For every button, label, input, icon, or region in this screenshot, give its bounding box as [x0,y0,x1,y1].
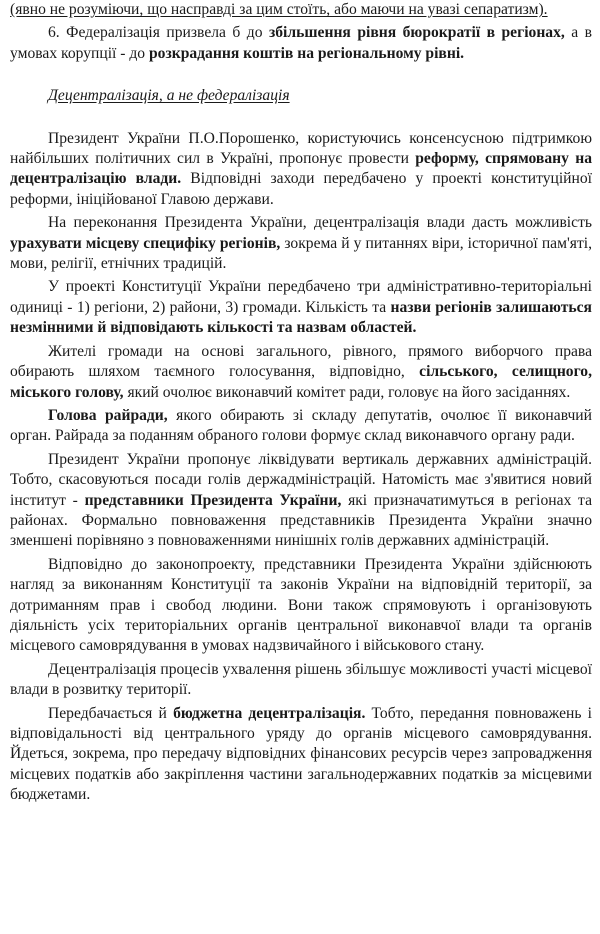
paragraph-text: якого обирають зі складу депутатів, очолює її виконавчий орган. Райрада за поданням обраного голови формує склад виконавчого органу ради. [10,406,592,445]
paragraph-text: Відповідно до законопроекту, представники Президента України здійснюють нагляд за виконанням Конституції та законів України на відповідній території, за дотриманням прав і свобод людини. Вони також спрямовують і організовують діяльність усіх територіальних органів центральної виконавчої влади та органів місцевого самоврядування в умовах надзвичайного і військового стану. [10,555,592,655]
paragraph-budget-decentralization [10,704,592,806]
paragraph-community-elections [10,342,592,403]
bold-phrase: Голова райради, [48,406,168,424]
paragraph-text: Децентралізація процесів ухвалення рішень збільшує можливості участі місцевої влади в розвитку території. [10,660,592,699]
bold-phrase: бюджетна децентралізація. [173,704,366,722]
bold-phrase: урахувати місцеву специфіку регіонів, [10,234,281,252]
bold-phrase: назви регіонів залишаються незмінними й відповідають кількості та назвам областей. [10,298,592,337]
paragraph-text: 6. Федералізація призвела б до [48,24,269,42]
bold-phrase: представники Президента України, [84,491,342,509]
paragraph-text: які призначатимуться в регіонах та районах. Формально повноваження представників Президента України значно зменшені порівняно з повноваженнями нинішніх голів державних адміністрацій. [10,491,592,550]
paragraph-continuation [10,0,592,20]
paragraph-text: На переконання Президента України, децентралізація влади дасть можливість [48,214,592,232]
paragraph-text: Тобто, передання повноважень і відповідальності від центрального уряду до органів місцевого самоврядування. Йдеться, зокрема, про передачу відповідних фінансових ресурсів через запровадження місцевих податків або закріплення частини загальнодержавних податків за місцевими бюджетами. [10,704,592,804]
paragraph-text: Президент України П.О.Порошенко, користуючись консенсусною підтримкою найбільших політичних сил в Україні, пропонує провести [10,129,592,168]
bold-phrase: реформу, спрямовану на децентралізацію влади. [10,150,592,188]
bold-phrase: збільшення рівня бюрократії в регіонах, [268,24,565,42]
paragraph-text: У проекті Конституції України передбачено три адміністративно-територіальні одиниці - 1) регіони, 2) райони, 3) громади. Кількість та [10,278,592,316]
paragraph-regional-specifics [10,213,592,274]
paragraph-federalization-point-6 [10,23,592,64]
document-page [10,0,592,806]
paragraph-text: Президент України пропонує ліквідувати вертикаль державних адміністрацій. Тобто, скасовуються посади голів держадміністрацій. Натомість має з'явитися новий інститут - [10,450,592,509]
paragraph-district-council-head [10,406,592,447]
paragraph-text: який очолює виконавчий комітет ради, головує на його засіданнях. [123,383,571,401]
paragraph-administrative-units [10,277,592,338]
bold-phrase: розкрадання коштів на регіональному рівні. [148,44,465,62]
paragraph-text: зокрема й у питаннях віри, історичної пам'яті, мови, релігії, етнічних традицій. [10,234,592,273]
paragraph-text: Жителі громади на основі загального, рівного, прямого виборчого права обирають шляхом таємного голосування, відповідно, [10,342,592,381]
paragraph-president-representatives [10,450,592,552]
paragraph-text: а в умовах корупції - до [10,24,592,62]
paragraph-representatives-duties [10,555,592,657]
paragraph-president-reform [10,129,592,211]
bold-phrase: сільського, селищного, міського голову, [10,363,592,401]
paragraph-text: (явно не розуміючи, що насправді за цим стоїть, або маючи на увазі сепаратизм). [10,1,548,18]
paragraph-decision-decentralization [10,660,592,701]
paragraph-text: Відповідні заходи передбачено у проекті конституційної реформи, ініційованої Главою держави. [10,170,593,208]
section-heading: Децентралізація, а не федералізація [48,87,290,105]
paragraph-text: Передбачається й [48,704,174,722]
